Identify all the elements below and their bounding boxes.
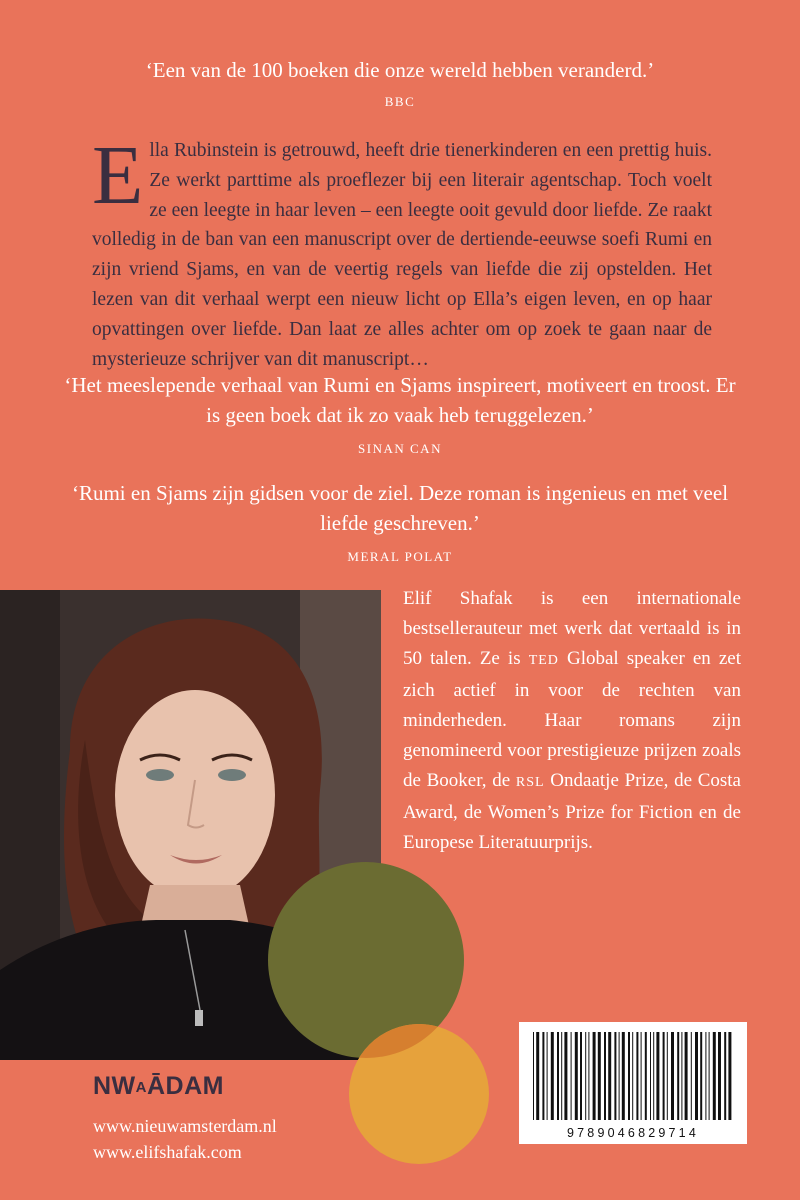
barcode-bar (705, 1032, 706, 1120)
barcode-bar (536, 1032, 539, 1120)
circle-overlap (349, 1024, 489, 1164)
barcode-bar (575, 1032, 578, 1120)
barcode-bar (604, 1032, 606, 1120)
quote-sinan-can (60, 370, 740, 464)
barcode-bar (571, 1032, 572, 1120)
barcode-bar (695, 1032, 698, 1120)
barcode (519, 1022, 747, 1144)
barcode-bars (529, 1032, 737, 1120)
bio-text-1: Elif Shafak is een internationale bestsellerauteur met werk dat vertaald is in 50 talen. Ze is (403, 588, 741, 669)
bio-rsl: RSL (515, 775, 545, 790)
barcode-bar (551, 1032, 554, 1120)
barcode-bar (533, 1032, 534, 1120)
barcode-bar (547, 1032, 548, 1120)
publisher-logo: NWAĀDAM (93, 1072, 224, 1100)
barcode-bar (671, 1032, 674, 1120)
dropcap-letter: E (92, 129, 144, 222)
barcode-bar (663, 1032, 665, 1120)
author-bio (403, 584, 741, 858)
barcode-bar (681, 1032, 682, 1120)
publisher-url[interactable]: www.nieuwamsterdam.nl (93, 1116, 277, 1136)
barcode-bar (619, 1032, 620, 1120)
barcode-bar (593, 1032, 596, 1120)
book-blurb (92, 129, 712, 374)
barcode-bar (598, 1032, 601, 1120)
barcode-bar (713, 1032, 716, 1120)
barcode-bar (691, 1032, 692, 1120)
barcode-bar (645, 1032, 647, 1120)
bio-text-3: Ondaatje Prize, de Costa Award, de Women’s Prize for Fiction en de Europese Literatuurprijs. (403, 770, 741, 853)
quote-bbc (60, 55, 740, 117)
barcode-bar (561, 1032, 562, 1120)
barcode-bar (628, 1032, 630, 1120)
barcode-bar (709, 1032, 710, 1120)
quote-text: ‘Het meeslepende verhaal van Rumi en Sjams inspireert, motiveert en troost. Er is geen boek dat ik zo vaak heb teruggelezen.’ (64, 373, 736, 427)
quote-text: ‘Rumi en Sjams zijn gidsen voor de ziel. Deze roman is ingenieus en met veel liefde geschreven.’ (71, 481, 729, 535)
isbn-number: 9789046829714 (567, 1126, 699, 1140)
barcode-bar (667, 1032, 668, 1120)
barcode-bar (564, 1032, 567, 1120)
barcode-bar (585, 1032, 586, 1120)
quote-source: MERAL POLAT (347, 549, 453, 564)
barcode-bar (650, 1032, 651, 1120)
barcode-bar (614, 1032, 616, 1120)
barcode-bar (700, 1032, 702, 1120)
barcode-bar (588, 1032, 589, 1120)
quote-source: BBC (384, 94, 416, 109)
barcode-bar (724, 1032, 726, 1120)
barcode-bar (608, 1032, 611, 1120)
barcode-bar (542, 1032, 544, 1120)
barcode-bar (656, 1032, 659, 1120)
barcode-bar (636, 1032, 638, 1120)
barcode-bar (641, 1032, 642, 1120)
quote-source: SINAN CAN (358, 441, 442, 456)
barcode-bar (632, 1032, 633, 1120)
bio-text-2: Global speaker en zet zich actief in voor de rechten van minderheden. Haar romans zijn genomineerd voor prestigieuze prijzen zoals de Booker, de (403, 648, 742, 791)
barcode-bar (622, 1032, 625, 1120)
barcode-bar (653, 1032, 654, 1120)
quote-meral-polat (60, 478, 740, 572)
barcode-bar (677, 1032, 679, 1120)
blurb-text: lla Rubinstein is getrouwd, heeft drie tienerkinderen en een prettig huis. Ze werkt parttime als proeflezer bij een literair agentschap. Toch voelt ze een leegte in haar leven – een leegte ooit gevuld door liefde. Ze raakt volledig in de ban van een manuscript over de dertiende-eeuwse soefi Rumi en zijn vriend Sjams, en van de veertig regels van liefde die zij opstelden. Het lezen van dit verhaal werpt een nieuw licht op Ella’s eigen leven, en op haar opvattingen over liefde. Dan laat ze alles achter om op zoek te gaan naar de mysterieuze schrijver van dit manuscript… (92, 140, 712, 370)
barcode-bar (718, 1032, 721, 1120)
bio-ted: TED (528, 653, 559, 668)
barcode-bar (580, 1032, 582, 1120)
barcode-bar (728, 1032, 731, 1120)
quote-text: ‘Een van de 100 boeken die onze wereld hebben veranderd.’ (145, 58, 655, 82)
author-url[interactable]: www.elifshafak.com (93, 1142, 242, 1162)
barcode-bar (685, 1032, 688, 1120)
barcode-bar (557, 1032, 559, 1120)
